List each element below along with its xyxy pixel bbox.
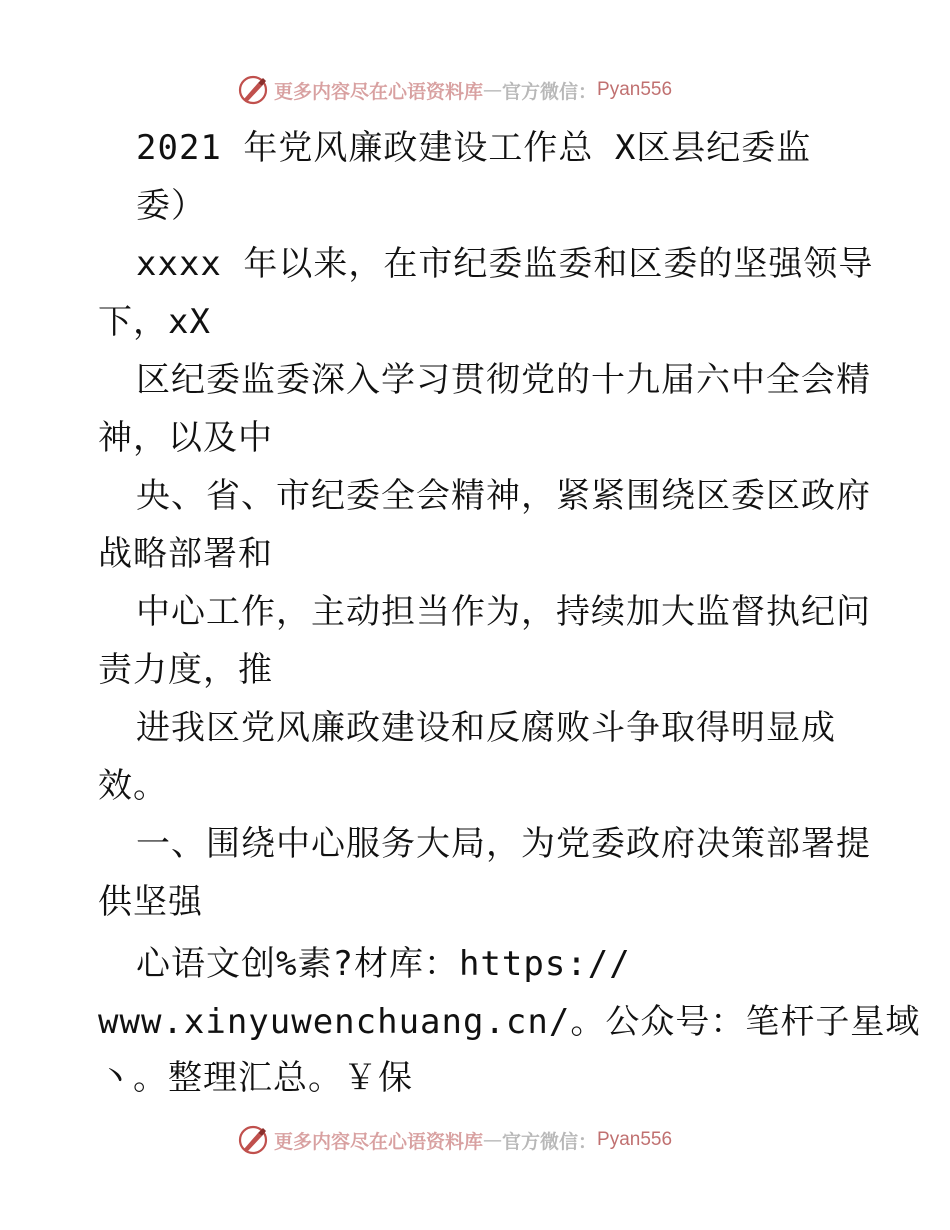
header-watermark-banner bbox=[236, 72, 756, 108]
pen-logo-icon bbox=[236, 73, 270, 107]
doc-line-15: 心语文创%素?材库：https:// bbox=[136, 944, 631, 984]
doc-line-3: xxxx 年以来，在市纪委监委和区委的坚强领导 bbox=[136, 244, 874, 284]
doc-line-12: 效。 bbox=[98, 766, 168, 806]
doc-line-5: 区纪委监委深入学习贯彻党的十九届六中全会精 bbox=[136, 360, 871, 400]
doc-line-17: 丶。整理汇总。￥保 bbox=[98, 1058, 413, 1098]
banner-wechat-id: Pyan556 bbox=[597, 1129, 673, 1150]
pen-logo-icon bbox=[236, 1123, 270, 1157]
banner-wechat-id: Pyan556 bbox=[597, 79, 673, 100]
banner-text: 更多内容尽在心语资料库 bbox=[274, 1130, 484, 1153]
footer-watermark-banner bbox=[236, 1122, 756, 1158]
banner-text: 更多内容尽在心语资料库 bbox=[274, 80, 484, 103]
banner-dash: — bbox=[483, 79, 503, 101]
doc-line-1: 2021 年党风廉政建设工作总 X区县纪委监 bbox=[136, 128, 812, 168]
banner-wechat-label: 官方微信： bbox=[502, 80, 598, 103]
doc-line-9: 中心工作，主动担当作为，持续加大监督执纪问 bbox=[136, 592, 871, 632]
doc-line-4: 下，xX bbox=[98, 302, 211, 342]
doc-line-2: 委） bbox=[136, 186, 206, 226]
doc-line-11: 进我区党风廉政建设和反腐败斗争取得明显成 bbox=[136, 708, 836, 748]
doc-line-16: www.xinyuwenchuang.cn/。公众号：笔杆子星域 bbox=[98, 1002, 921, 1042]
doc-line-7: 央、省、市纪委全会精神，紧紧围绕区委区政府 bbox=[136, 476, 871, 516]
banner-wechat-label: 官方微信： bbox=[502, 1130, 598, 1153]
doc-line-10: 责力度，推 bbox=[98, 650, 273, 690]
banner-dash: — bbox=[483, 1129, 503, 1151]
doc-line-8: 战略部署和 bbox=[98, 534, 273, 574]
doc-line-14: 供坚强 bbox=[98, 882, 203, 922]
doc-line-6: 神，以及中 bbox=[98, 418, 273, 458]
doc-line-13: 一、围绕中心服务大局，为党委政府决策部署提 bbox=[136, 824, 871, 864]
